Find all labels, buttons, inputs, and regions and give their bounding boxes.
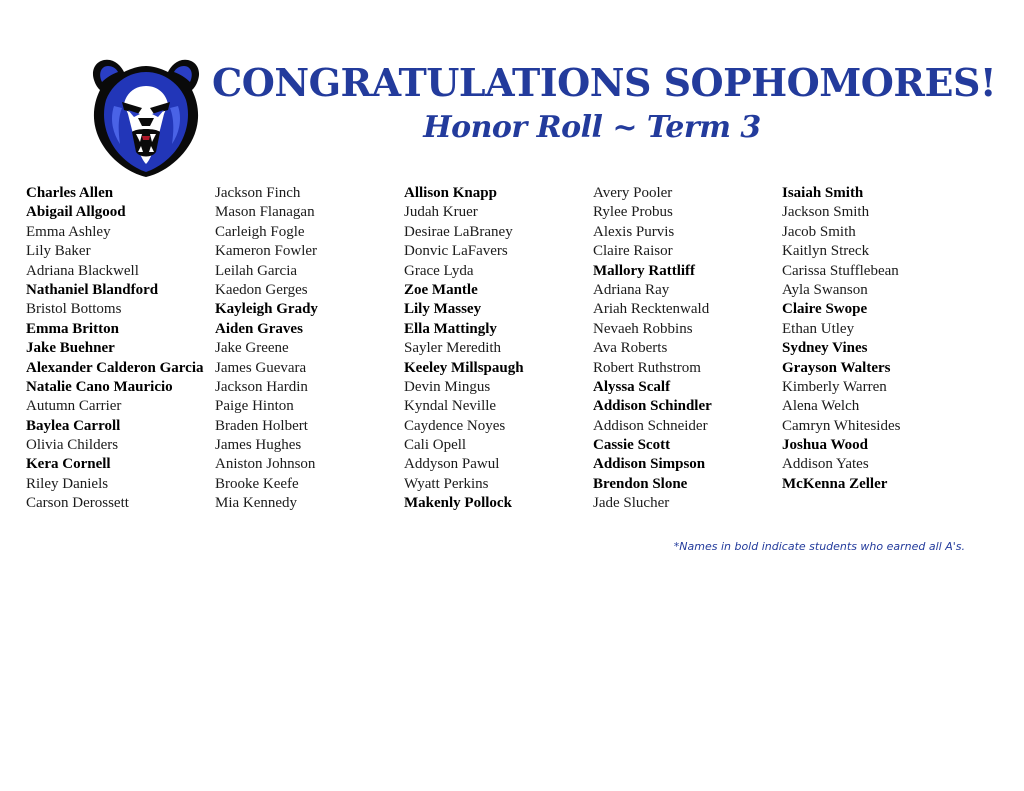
student-name: Judah Kruer	[404, 204, 478, 221]
student-name: Ayla Swanson	[782, 281, 868, 298]
student-name: Mia Kennedy	[215, 495, 298, 512]
student-name: Addison Schneider	[593, 417, 708, 434]
student-name: Donvic LaFavers	[404, 243, 508, 260]
student-name: Grace Lyda	[404, 262, 474, 279]
student-name: Kameron Fowler	[215, 243, 318, 260]
student-name: Kaitlyn Streck	[782, 243, 870, 260]
student-name: Robert Ruthstrom	[593, 359, 701, 376]
student-name: Alena Welch	[782, 398, 860, 415]
student-name: McKenna Zeller	[782, 475, 888, 492]
student-name: Claire Swope	[782, 301, 868, 318]
student-name: Addison Simpson	[593, 456, 706, 473]
student-name: Addison Yates	[782, 456, 869, 473]
student-name: Olivia Childers	[26, 437, 119, 454]
student-name: Lily Baker	[26, 243, 91, 260]
student-name: James Hughes	[215, 437, 302, 454]
student-name: Cali Opell	[404, 437, 467, 454]
student-name: Devin Mingus	[404, 378, 491, 395]
student-name: Mason Flanagan	[215, 204, 315, 221]
student-name: Lily Massey	[404, 301, 482, 318]
student-name: Nevaeh Robbins	[593, 320, 693, 337]
student-name: Emma Ashley	[26, 223, 111, 240]
student-name: Carleigh Fogle	[215, 223, 305, 240]
student-name: Braden Holbert	[215, 417, 308, 434]
student-name: Jackson Finch	[215, 185, 301, 201]
student-name: Nathaniel Blandford	[26, 281, 159, 298]
student-name: Grayson Walters	[782, 359, 891, 376]
student-name: Caydence Noyes	[404, 417, 506, 434]
student-name: Paige Hinton	[215, 398, 294, 415]
student-name: Addison Schindler	[593, 398, 712, 415]
name-column-2	[215, 184, 405, 514]
student-name: Adriana Ray	[593, 281, 670, 298]
student-name: Jackson Hardin	[215, 378, 308, 395]
student-name: Alyssa Scalf	[593, 378, 671, 395]
student-name: Carson Derossett	[26, 495, 129, 512]
student-name: Makenly Pollock	[404, 495, 512, 512]
student-name: Allison Knapp	[404, 185, 497, 201]
student-name: Autumn Carrier	[26, 398, 122, 415]
student-name: Kera Cornell	[26, 456, 111, 473]
student-name: Jackson Smith	[782, 204, 870, 221]
student-name: Emma Britton	[26, 320, 119, 337]
student-name: Abigail Allgood	[26, 204, 126, 221]
student-name: Leilah Garcia	[215, 262, 298, 279]
student-name: Adriana Blackwell	[26, 262, 139, 279]
student-name: Keeley Millspaugh	[404, 359, 524, 376]
student-name: Rylee Probus	[593, 204, 673, 221]
student-name: Zoe Mantle	[404, 281, 478, 298]
student-name: Jake Buehner	[26, 340, 115, 357]
student-name: Kayleigh Grady	[215, 301, 318, 318]
student-name: Alexander Calderon Garcia	[26, 359, 204, 376]
student-name: Avery Pooler	[593, 185, 673, 201]
footnote: *Names in bold indicate students who earned all A's.	[673, 540, 965, 553]
name-column-1	[26, 184, 216, 514]
student-name: Addyson Pawul	[404, 456, 500, 473]
name-column-4	[593, 184, 783, 514]
student-name: Ariah Recktenwald	[593, 301, 710, 318]
student-name: Sydney Vines	[782, 340, 868, 357]
student-name: Bristol Bottoms	[26, 301, 122, 318]
student-name: James Guevara	[215, 359, 307, 376]
student-name: Claire Raisor	[593, 243, 673, 260]
student-name: Camryn Whitesides	[782, 417, 901, 434]
student-name: Brooke Keefe	[215, 475, 299, 492]
student-name: Riley Daniels	[26, 475, 109, 492]
page-title: CONGRATULATIONS SOPHOMORES!	[212, 60, 997, 105]
student-name: Aniston Johnson	[215, 456, 316, 473]
student-name: Ethan Utley	[782, 320, 855, 337]
student-name: Natalie Cano Mauricio	[26, 378, 173, 395]
student-name: Mallory Rattliff	[593, 262, 696, 279]
student-name: Desirae LaBraney	[404, 223, 513, 240]
name-column-5	[782, 184, 972, 494]
student-name: Kimberly Warren	[782, 378, 887, 395]
student-name: Aiden Graves	[215, 320, 303, 337]
student-name: Isaiah Smith	[782, 185, 864, 201]
student-name: Jake Greene	[215, 340, 289, 357]
student-name: Charles Allen	[26, 185, 114, 201]
student-name: Joshua Wood	[782, 437, 869, 454]
student-name: Kaedon Gerges	[215, 281, 308, 298]
student-name: Alexis Purvis	[593, 223, 675, 240]
bear-mascot-icon	[88, 56, 204, 178]
student-name: Brendon Slone	[593, 475, 688, 492]
student-name: Carissa Stufflebean	[782, 262, 899, 279]
student-name: Wyatt Perkins	[404, 475, 489, 492]
student-name: Jade Slucher	[593, 495, 670, 512]
name-column-3	[404, 184, 594, 514]
student-name: Ava Roberts	[593, 340, 668, 357]
student-name: Kyndal Neville	[404, 398, 497, 415]
page-subtitle: Honor Roll ~ Term 3	[423, 110, 761, 145]
student-name: Ella Mattingly	[404, 320, 497, 337]
student-name: Sayler Meredith	[404, 340, 502, 357]
student-name: Baylea Carroll	[26, 417, 121, 434]
student-name: Jacob Smith	[782, 223, 856, 240]
student-name: Cassie Scott	[593, 437, 671, 454]
